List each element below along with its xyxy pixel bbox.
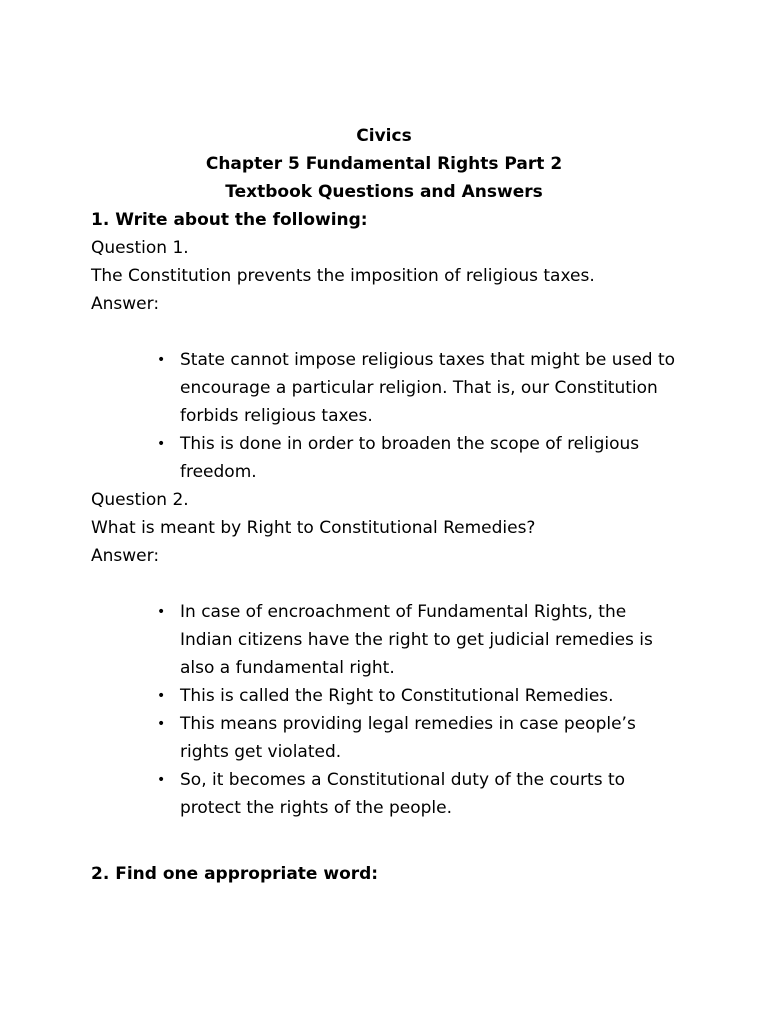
answer-2-label: Answer: [91, 546, 160, 566]
list-item [157, 430, 680, 486]
question-2-label: Question 2. [91, 490, 189, 510]
answer-1-label: Answer: [91, 294, 160, 314]
document-header [0, 122, 768, 206]
list-item-text: This means providing legal remedies in case people’s rights get violated. [180, 714, 636, 762]
chapter-title: Chapter 5 Fundamental Rights Part 2 [205, 154, 563, 174]
bullet-icon: • [157, 688, 166, 704]
list-item-text: State cannot impose religious taxes that might be used to encourage a particular religion. That is, our Constitution forbids religious taxes. [180, 350, 676, 426]
list-item [157, 346, 680, 430]
bullet-icon: • [157, 352, 166, 368]
question-1-text: The Constitution prevents the imposition of religious taxes. [91, 266, 595, 286]
list-item-text: This is called the Right to Constitutional Remedies. [180, 686, 614, 706]
subject-title: Civics [356, 126, 412, 146]
list-item [157, 598, 680, 682]
bullet-icon: • [157, 604, 166, 620]
bullet-icon: • [157, 772, 166, 788]
section-1-heading: 1. Write about the following: [91, 210, 368, 230]
answer-1-list [91, 346, 711, 486]
section-1 [91, 206, 711, 822]
list-item [157, 710, 680, 766]
question-1-label: Question 1. [91, 238, 189, 258]
list-item-text: This is done in order to broaden the scope of religious freedom. [180, 434, 640, 482]
question-2-text: What is meant by Right to Constitutional Remedies? [91, 518, 536, 538]
list-item [157, 682, 680, 710]
subtitle: Textbook Questions and Answers [225, 182, 543, 202]
list-item-text: So, it becomes a Constitutional duty of the courts to protect the rights of the people. [180, 770, 626, 818]
bullet-icon: • [157, 716, 166, 732]
answer-2-list [91, 598, 711, 822]
list-item-text: In case of encroachment of Fundamental Rights, the Indian citizens have the right to get judicial remedies is also a fundamental right. [180, 602, 653, 678]
bullet-icon: • [157, 436, 166, 452]
list-item [157, 766, 680, 822]
section-2-heading: 2. Find one appropriate word: [91, 864, 379, 884]
